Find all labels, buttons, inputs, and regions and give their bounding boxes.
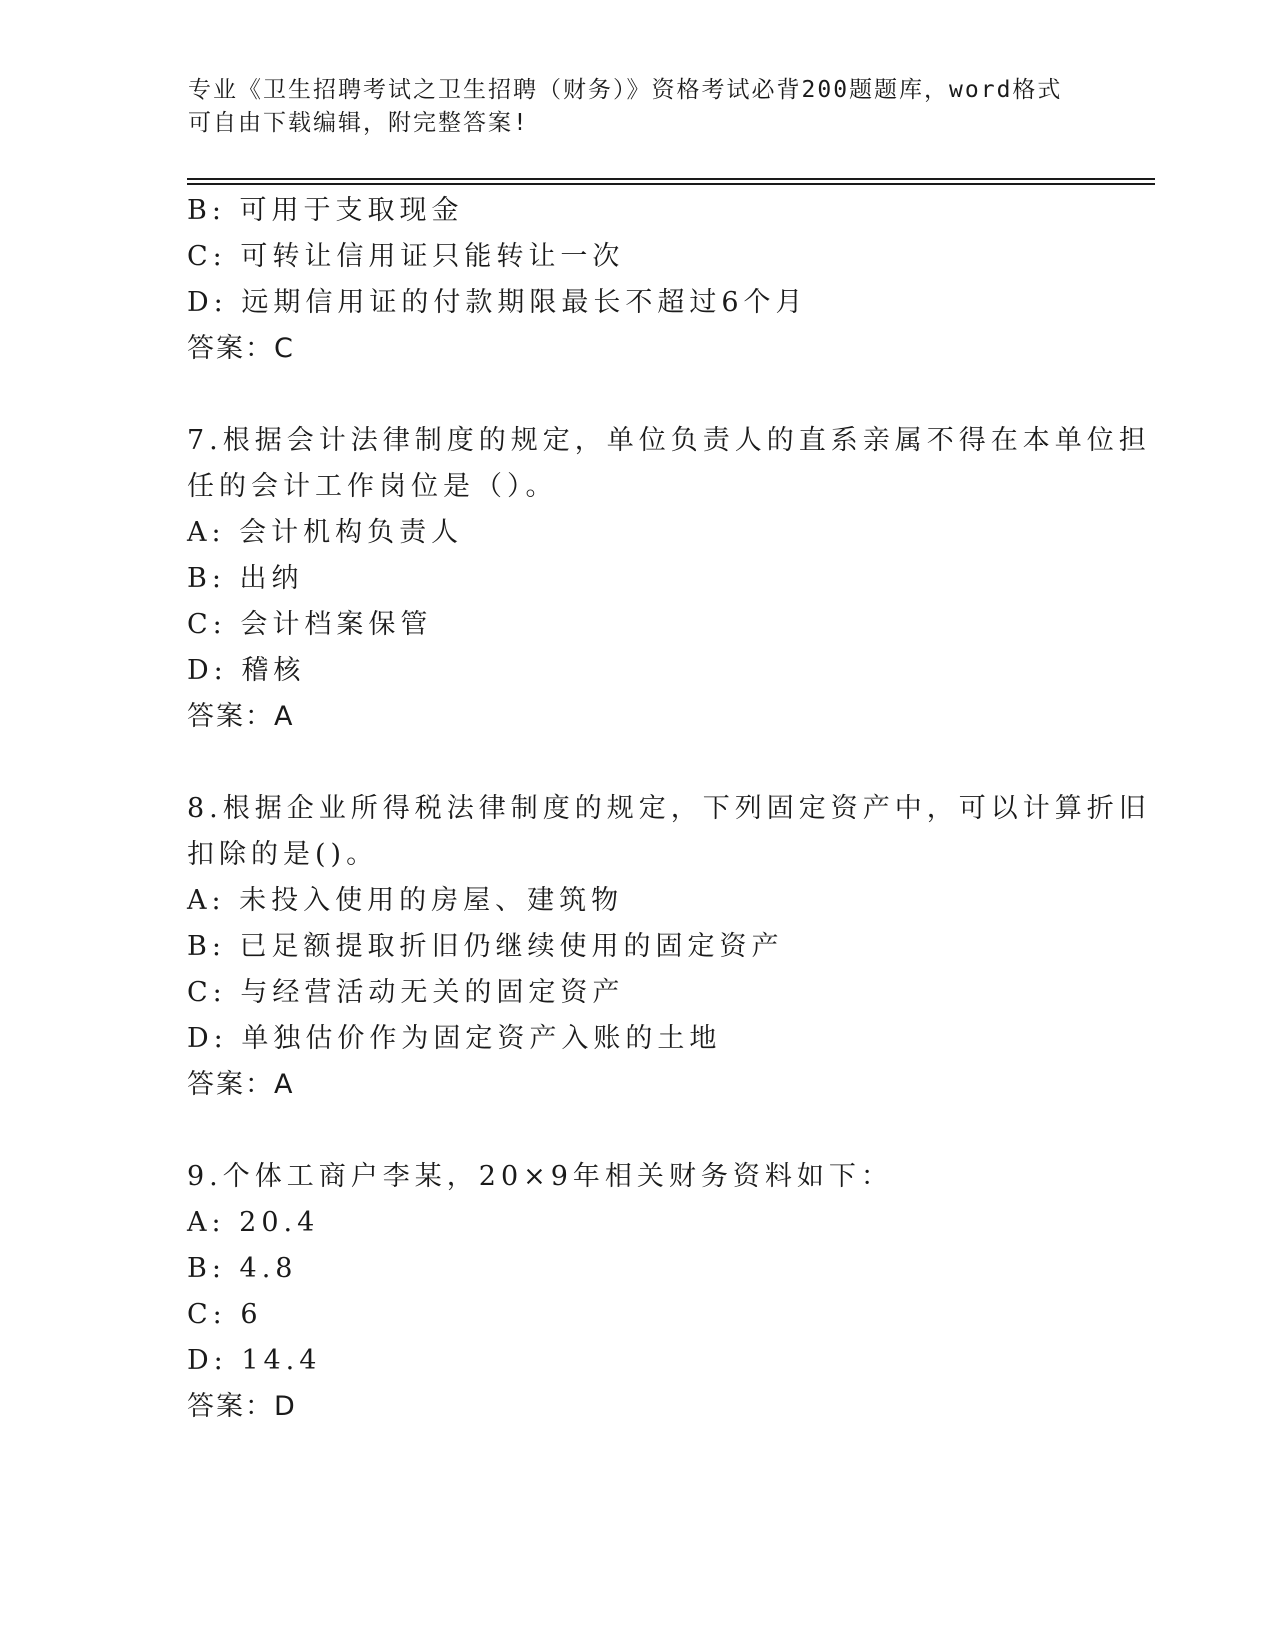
- header-rule-top: [187, 178, 1155, 180]
- q7-option-a: A: 会计机构负责人: [187, 517, 464, 548]
- q6-option-b: B: 可用于支取现金: [187, 195, 464, 226]
- q8-stem-line-1: 8.根据企业所得税法律制度的规定，下列固定资产中，可以计算折旧: [187, 793, 1151, 824]
- q7-option-b: B: 出纳: [187, 563, 304, 594]
- q9-stem-line-1: 9.个体工商户李某，20×9年相关财务资料如下：: [187, 1161, 893, 1192]
- header-line-1: 专业《卫生招聘考试之卫生招聘（财务）》资格考试必背200题题库，word格式: [188, 77, 1063, 103]
- question-gap: [187, 740, 1147, 786]
- question-gap: [187, 372, 1147, 418]
- q6-option-d: D: 远期信用证的付款期限最长不超过6个月: [187, 287, 808, 318]
- question-9: [187, 1154, 1147, 1430]
- q7-stem-line-1: 7.根据会计法律制度的规定，单位负责人的直系亲属不得在本单位担: [187, 425, 1151, 456]
- q8-option-c: C: 与经营活动无关的固定资产: [187, 977, 625, 1008]
- q8-stem-line-2: 扣除的是()。: [187, 839, 379, 870]
- q8-option-a: A: 未投入使用的房屋、建筑物: [187, 885, 624, 916]
- page-header: [188, 74, 1088, 140]
- question-8: [187, 786, 1151, 1108]
- q8-option-b: B: 已足额提取折旧仍继续使用的固定资产: [187, 931, 784, 962]
- q9-answer: 答案：D: [187, 1391, 297, 1422]
- question-6-tail: [187, 188, 1147, 372]
- q9-option-b: B: 4.8: [187, 1253, 298, 1284]
- q8-answer: 答案：A: [187, 1069, 295, 1100]
- q9-option-d: D: 14.4: [187, 1345, 322, 1376]
- header-line-2: 可自由下载编辑，附完整答案!: [188, 110, 529, 136]
- question-gap: [187, 1108, 1147, 1154]
- q8-option-d: D: 单独估价作为固定资产入账的土地: [187, 1023, 722, 1054]
- q7-option-d: D: 稽核: [187, 655, 306, 686]
- q7-answer: 答案：A: [187, 701, 295, 732]
- header-rule-bottom: [187, 183, 1155, 185]
- question-list: [187, 188, 1151, 1430]
- q7-option-c: C: 会计档案保管: [187, 609, 433, 640]
- q7-stem-line-2: 任的会计工作岗位是（）。: [187, 471, 558, 502]
- q6-answer: 答案：C: [187, 333, 295, 364]
- q6-option-c: C: 可转让信用证只能转让一次: [187, 241, 625, 272]
- question-7: [187, 418, 1151, 740]
- q9-option-c: C: 6: [187, 1299, 263, 1330]
- q9-option-a: A: 20.4: [187, 1207, 320, 1238]
